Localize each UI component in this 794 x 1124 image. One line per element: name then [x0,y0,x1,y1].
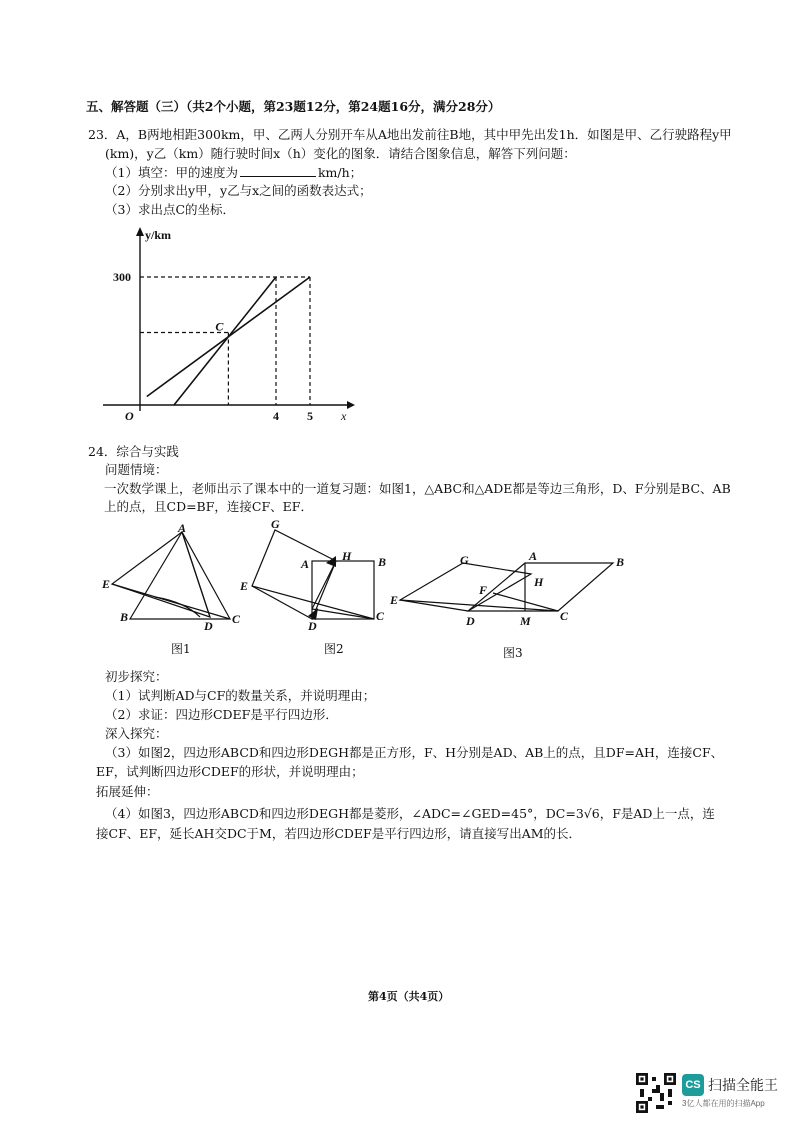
label-a: A [529,549,538,563]
x-axis-label: x [341,409,347,423]
q24-context-heading: 问题情境： [105,462,168,477]
watermark-subtitle: 3亿人都在用的扫描App [682,1099,765,1108]
label-e: E [240,579,249,593]
label-c: C [560,609,569,623]
q24-part2: （2）求证：四边形CDEF是平行四边形． [105,707,338,722]
x-tick-5: 5 [307,409,313,423]
q23-part1-suffix: km/h； [317,165,363,180]
label-f: F [479,583,488,597]
label-b: B [378,555,387,569]
q23-line2: (km)，y乙（km）随行驶时间x（h）变化的图象．请结合图象信息，解答下列问题： [105,146,576,161]
y-axis-arrow [136,227,144,236]
y-axis-label: y/km [145,228,172,242]
x-axis-arrow [347,401,355,409]
q24-context-line1: 一次数学课上，老师出示了课本中的一道复习题：如图1，△ABC和△ADE都是等边三角形，D、F分别是BC、AB [104,481,731,496]
q23-part1-prefix: （1）填空：甲的速度为 [105,165,238,180]
label-c: C [232,612,241,626]
q23-part3: （3）求出点C的坐标． [105,202,236,217]
label-c: C [376,609,385,623]
origin-label: O [125,409,134,423]
figure-3 [388,548,633,630]
label-h: H [534,575,544,589]
segment-ec [112,584,230,619]
segment-hf [312,561,336,609]
label-b: B [616,555,625,569]
q23-graph [95,222,360,427]
camscanner-logo-icon: CS [682,1074,704,1096]
y-tick-300: 300 [113,270,131,284]
figure-1 [100,522,245,634]
q24-part1: （1）试判断AD与CF的数量关系，并说明理由； [105,688,376,703]
label-g: G [460,553,469,567]
x-tick-4: 4 [273,409,279,423]
label-a: A [301,557,310,571]
figure-1-caption: 图1 [171,642,191,656]
answer-blank [240,164,316,177]
q23-part2: （2）分别求出y甲，y乙与x之间的函数表达式； [105,183,372,198]
label-e: E [390,593,399,607]
label-g: G [271,517,280,531]
figure-2-caption: 图2 [324,642,344,656]
label-d: D [466,614,475,628]
page-footer: 第4页（共4页） [368,990,450,1003]
watermark-name: 扫描全能王 [708,1077,778,1093]
extend-heading: 拓展延伸： [96,784,159,799]
q23-part1 [105,164,362,181]
q24-title: 24．综合与实践 [88,444,179,459]
label-d: D [204,619,213,633]
label-h: H [342,549,352,563]
point-c-label: C [215,319,224,334]
curved-mark [155,597,200,617]
q23-line1: 23．A，B两地相距300km，甲、乙两人分别开车从A地出发前往B地，其中甲先出发1h．如图是甲、乙行驶路程y甲 [88,127,732,142]
q24-part3-line1: （3）如图2，四边形ABCD和四边形DEGH都是正方形，F、H分别是AD、AB上的点，且DF=AH，连接CF、 [105,745,724,760]
label-m: M [520,614,531,628]
q24-part4-line1: （4）如图3，四边形ABCD和四边形DEGH都是菱形，∠ADC=∠GED=45°，DC=3√6，F是AD上一点，连 [105,806,715,821]
qr-code-icon [636,1073,676,1113]
label-b: B [120,610,129,624]
figure-3-caption: 图3 [503,646,523,660]
label-a: A [178,522,187,535]
deep-heading: 深入探究： [105,726,168,741]
q24-context-line2: 上的点，且CD=BF，连接CF、EF． [104,499,313,514]
triangle-abc [130,532,230,619]
triangle-ade [112,532,210,617]
figure-2 [238,516,393,634]
explore-heading: 初步探究： [105,669,168,684]
series-line-2 [174,277,276,405]
label-e: E [102,577,111,591]
q24-part4-line2: 接CF、EF，延长AH交DC于M，若四边形CDEF是平行四边形，请直接写出AM的长． [96,826,582,841]
q24-part3-line2: EF，试判断四边形CDEF的形状，并说明理由； [96,764,364,779]
label-d: D [308,619,317,633]
rhombus-degh [400,563,531,611]
section-heading: 五、解答题（三）（共2个小题，第23题12分，第24题16分，满分28分） [86,99,501,114]
